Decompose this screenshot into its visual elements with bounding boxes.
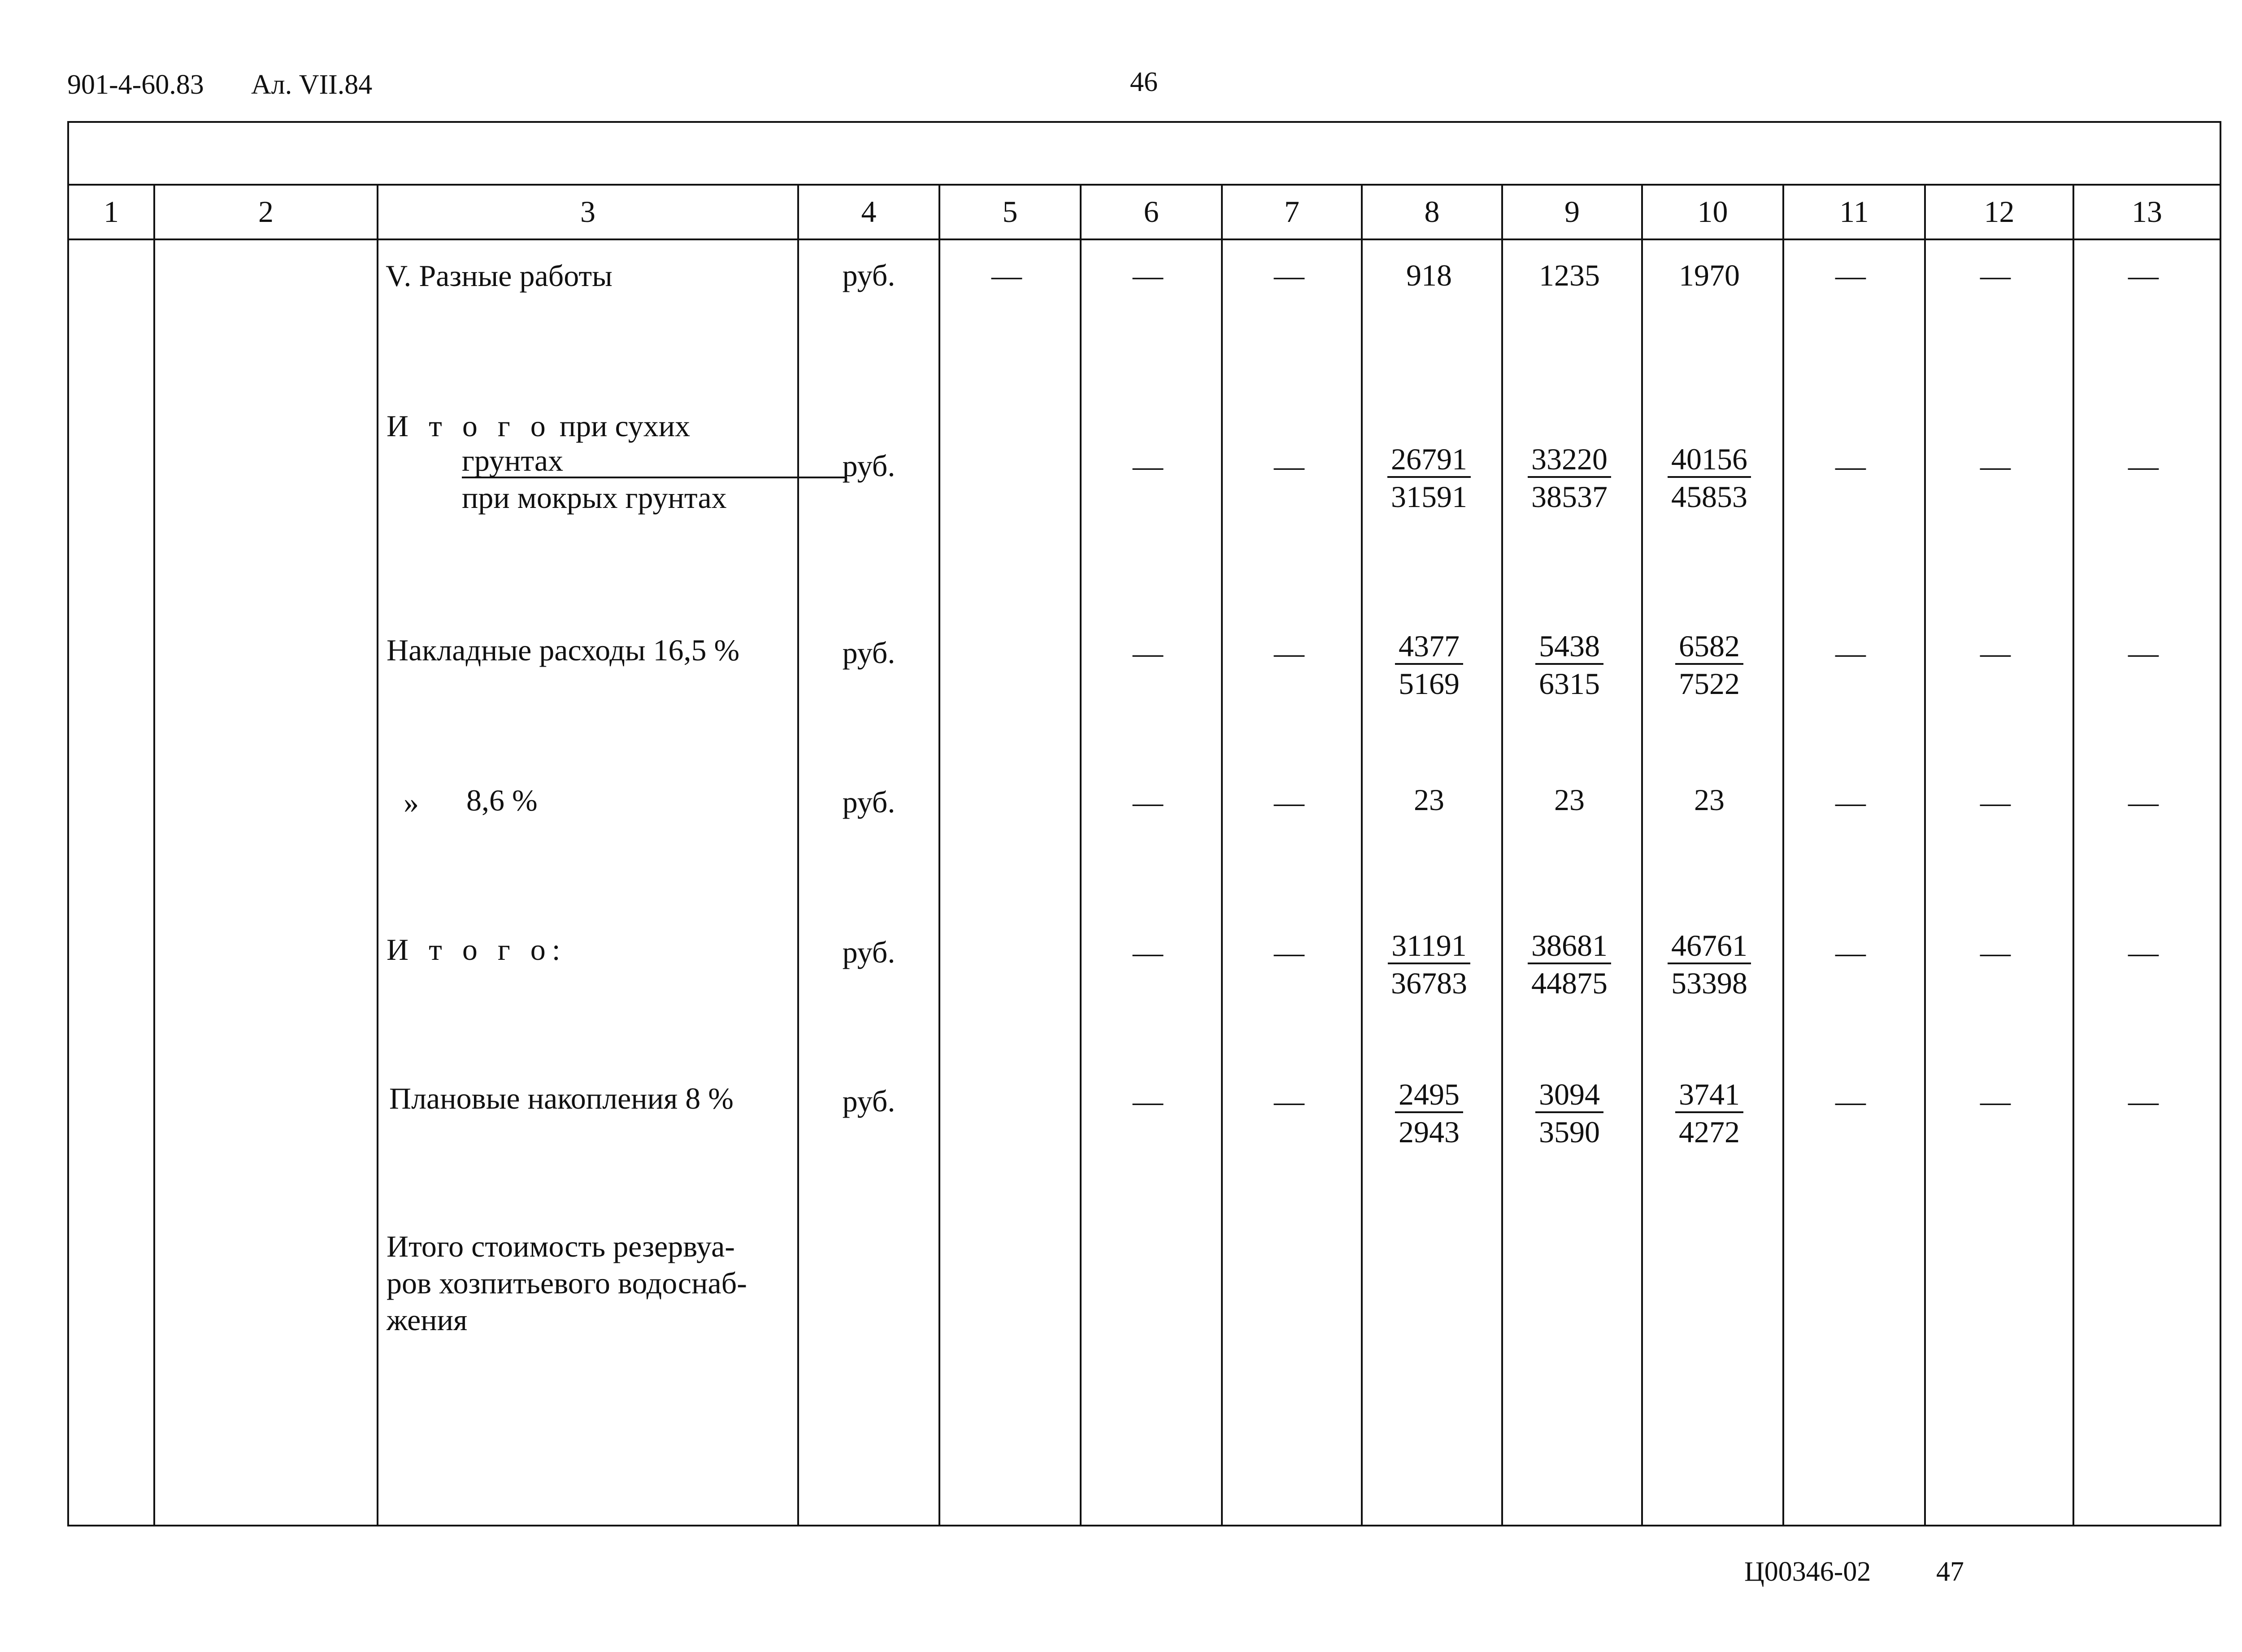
row-label-spaced: И т о г о: [387,932,567,967]
dash-cell: — [1980,1084,2011,1118]
column-header: 7 [1284,195,1299,229]
fraction-dry: 3741 [1675,1079,1743,1113]
fraction-wet: 36783 [1391,966,1467,1000]
value-cell: 918 [1406,258,1452,292]
dash-cell: — [1133,636,1163,670]
dash-cell: — [1133,449,1163,483]
document-code: 901-4-60.83 [67,69,204,100]
fraction-wet: 53398 [1671,966,1747,1000]
column-header: 4 [861,195,877,229]
column-header: 8 [1424,195,1440,229]
fraction-cell [1525,444,1614,512]
stamp-code: Ц00346-02 [1744,1557,1871,1587]
table-right-border [2220,121,2221,1526]
fraction-cell [1384,444,1474,512]
unit-cell: руб. [842,1084,895,1118]
fraction-dry: 38681 [1528,930,1611,964]
dash-cell: — [1835,258,1866,292]
fraction-dry: 3094 [1535,1079,1603,1113]
value-cell: 1970 [1679,258,1740,292]
fraction-cell [1525,631,1614,699]
dash-cell: — [1835,785,1866,819]
value-cell: 23 [1694,783,1725,817]
row-label-line: Итого стоимость резервуа- [387,1229,735,1263]
column-divider [797,184,799,1526]
dash-cell: — [1980,258,2011,292]
dash-cell: — [1980,785,2011,819]
value-cell: 23 [1554,783,1585,817]
fraction-dry: 40156 [1668,444,1751,478]
row-label: Плановые накопления 8 % [389,1081,734,1115]
fraction-cell [1525,1079,1614,1147]
dash-cell: — [1980,636,2011,670]
column-divider [1782,184,1784,1526]
sheet-number: 47 [1936,1557,1964,1587]
column-header: 1 [104,195,119,229]
row-label-wet-soil: при мокрых грунтах [462,481,727,515]
cost-table [67,121,2221,1526]
fraction-dry: 4377 [1395,631,1463,665]
dash-cell: — [2128,636,2159,670]
dash-cell: — [1980,449,2011,483]
dash-cell: — [1274,935,1304,969]
fraction-wet: 4272 [1679,1115,1740,1149]
column-divider [377,184,378,1526]
fraction-dry: 46761 [1668,930,1751,964]
page-number: 46 [1130,67,1158,97]
fraction-dry: 2495 [1395,1079,1463,1113]
row-label [387,932,567,968]
column-divider [1501,184,1503,1526]
row-label-line: ров хозпитьевого водоснаб- [387,1266,747,1300]
column-header: 10 [1697,195,1728,229]
column-divider [153,184,155,1526]
column-header: 6 [1143,195,1159,229]
dash-cell: — [1835,636,1866,670]
column-divider [939,184,940,1526]
fraction-cell [1664,444,1754,512]
fraction-wet: 7522 [1679,667,1740,701]
column-header: 11 [1839,195,1869,229]
dash-cell: — [2128,258,2159,292]
unit-cell: руб. [842,258,895,292]
dash-cell: — [2128,449,2159,483]
dash-cell: — [1274,636,1304,670]
header-row-bottom-border [67,238,2221,240]
column-divider [1361,184,1363,1526]
fraction-wet: 6315 [1539,667,1600,701]
fraction-cell [1525,930,1614,998]
column-divider [1641,184,1643,1526]
album-number: Ал. VII.84 [251,69,373,100]
dash-cell: — [1274,449,1304,483]
dash-cell: — [1835,1084,1866,1118]
dash-cell: — [1133,1084,1163,1118]
fraction-wet: 38537 [1531,480,1608,514]
dash-cell: — [1274,258,1304,292]
fraction-cell [1664,1079,1754,1147]
column-header: 2 [258,195,274,229]
fraction-wet: 2943 [1399,1115,1460,1149]
column-header: 3 [580,195,595,229]
header-row-top-border [67,184,2221,186]
dash-cell: — [2128,1084,2159,1118]
fraction-wet: 45853 [1671,480,1747,514]
unit-cell: руб. [842,636,895,670]
dash-cell: — [991,258,1022,292]
column-divider [1080,184,1082,1526]
column-divider [2073,184,2074,1526]
dash-cell: — [1133,258,1163,292]
value-cell: 23 [1414,783,1444,817]
dash-cell: — [1133,935,1163,969]
table-top-border [67,121,2221,123]
row-label-rest: при сухих [559,409,691,443]
fraction-wet: 31591 [1391,480,1467,514]
unit-cell: руб. [842,449,895,483]
dash-cell: — [1133,785,1163,819]
column-divider [1924,184,1926,1526]
dash-cell: — [1835,935,1866,969]
row-label [387,408,690,445]
row-label: 8,6 % [466,783,538,817]
fraction-wet: 44875 [1531,966,1608,1000]
column-header: 12 [1984,195,2015,229]
fraction-cell [1384,1079,1474,1147]
fraction-dry: 5438 [1535,631,1603,665]
column-header: 9 [1564,195,1580,229]
fraction-dry: 26791 [1387,444,1471,478]
column-header: 5 [1002,195,1018,229]
dash-cell: — [1274,1084,1304,1118]
column-header: 13 [2132,195,2162,229]
fraction-dry: 31191 [1388,930,1470,964]
table-left-border [67,121,69,1526]
dash-cell: — [1980,935,2011,969]
dash-cell: — [1835,449,1866,483]
fraction-dry: 6582 [1675,631,1743,665]
fraction-cell [1384,930,1474,998]
fraction-cell [1664,930,1754,998]
row-label: Накладные расходы 16,5 % [387,633,740,667]
row-label-line: жения [387,1303,468,1337]
ditto-mark: » [404,785,419,819]
fraction-cell [1664,631,1754,699]
row-label: V. Разные работы [386,259,613,293]
fraction-dry: 33220 [1528,444,1611,478]
value-cell: 1235 [1539,258,1600,292]
fraction-cell [1384,631,1474,699]
dash-cell: — [1274,785,1304,819]
unit-cell: руб. [842,785,895,819]
row-label-spaced: И т о г о [387,409,552,443]
column-divider [1221,184,1223,1526]
fraction-wet: 5169 [1399,667,1460,701]
fraction-wet: 3590 [1539,1115,1600,1149]
table-bottom-border [67,1525,2221,1526]
row-label-dry-soil: грунтах [462,445,845,478]
dash-cell: — [2128,935,2159,969]
unit-cell: руб. [842,935,895,969]
dash-cell: — [2128,785,2159,819]
